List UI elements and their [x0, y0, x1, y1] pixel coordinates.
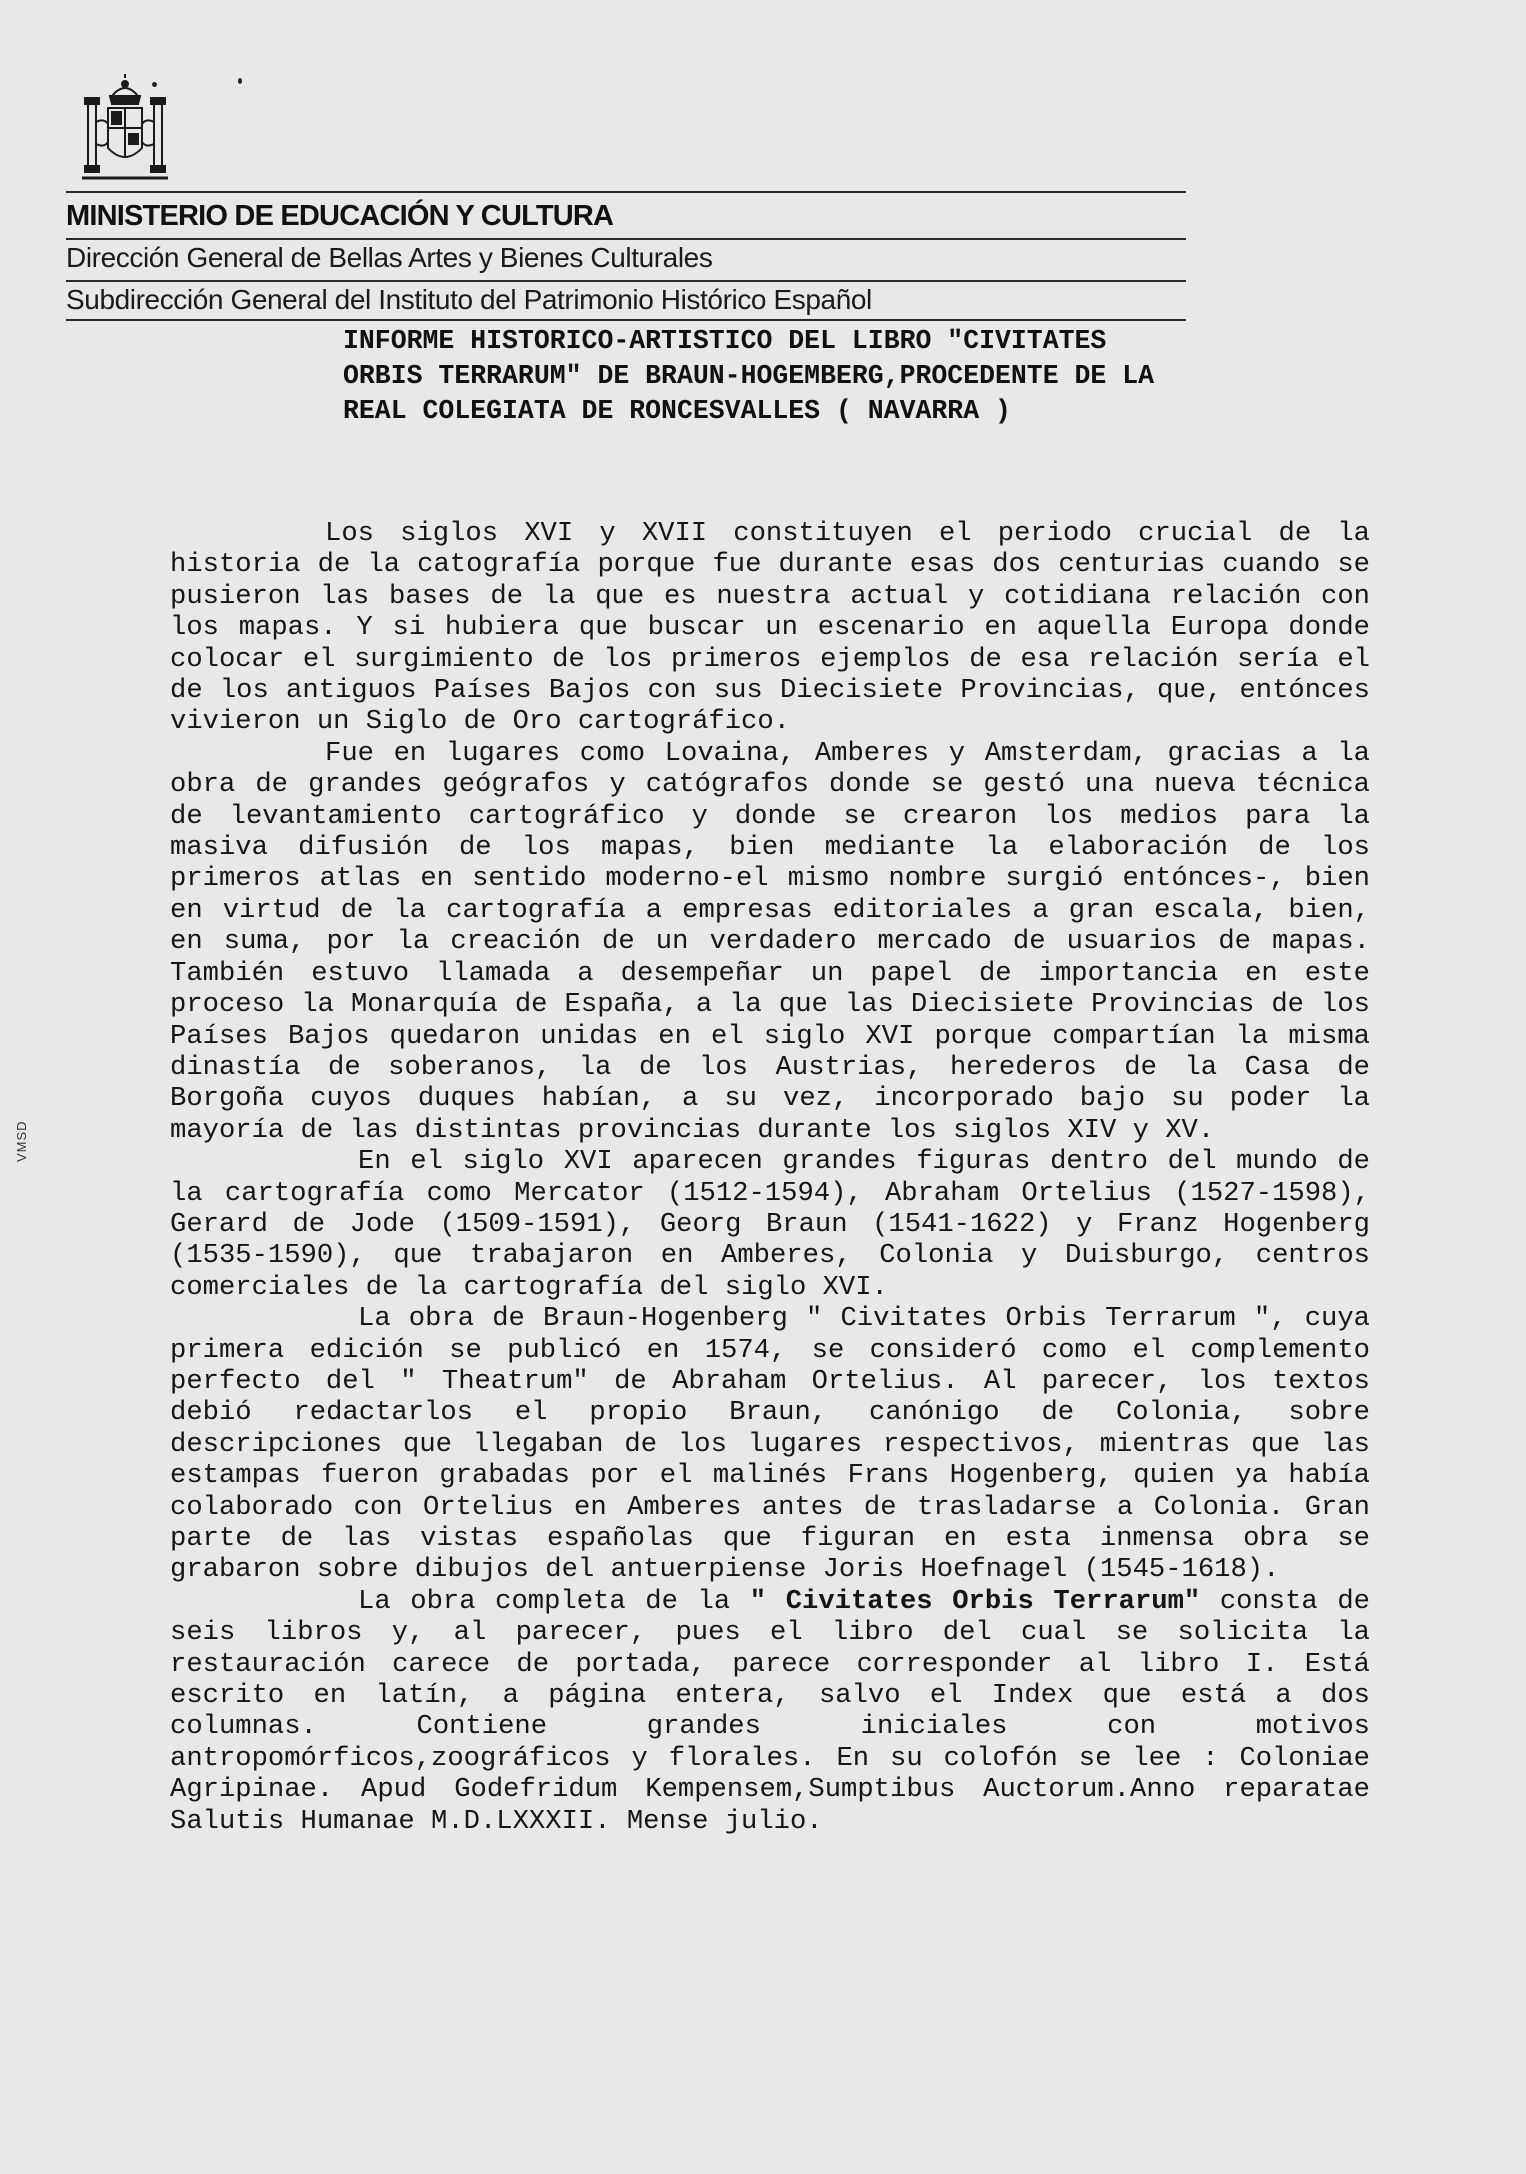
- general-direction: Dirección General de Bellas Artes y Bienes Culturales: [66, 242, 713, 273]
- title-line: INFORME HISTORICO-ARTISTICO DEL LIBRO "CIVITATES: [343, 326, 1107, 356]
- side-archive-mark: VMSD: [14, 1120, 29, 1162]
- subdirection: Subdirección General del Instituto del Patrimonio Histórico Español: [66, 284, 872, 315]
- scan-speck: [152, 82, 157, 87]
- paragraph: La obra de Braun-Hogenberg " Civitates Orbis Terrarum ", cuya primera edición se publicó en 1574, se consideró como el complemento perfecto del " Theatrum" de Abraham Ortelius. Al parecer, los textos debió redactarlos el propio Braun, canónigo de Colonia, sobre descripciones que llegaban de los lugares respectivos, mientras que las estampas fueron grabadas por el malinés Frans Hogenberg, quien ya había colaborado con Ortelius en Amberes antes de trasladarse a Colonia. Gran parte de las vistas españolas que figuran en esta inmensa obra se grabaron sobre dibujos del antuerpiense Joris Hoefnagel (1545-1618).: [170, 1303, 1370, 1586]
- report-body: [170, 518, 1370, 1837]
- book-title-emphasis: " Civitates Orbis Terrarum": [749, 1585, 1201, 1617]
- scan-speck: [238, 78, 242, 84]
- paragraph: Fue en lugares como Lovaina, Amberes y Amsterdam, gracias a la obra de grandes geógrafos y catógrafos donde se gestó una nueva técnica de levantamiento cartográfico y donde se crearon los medios para la masiva difusión de los mapas, bien mediante la elaboración de los primeros atlas en sentido moderno-el mismo nombre surgió entónces-, bien en virtud de la cartografía a empresas editoriales a gran escala, bien, en suma, por la creación de un verdadero mercado de usuarios de mapas. También estuvo llamada a desempeñar un papel de importancia en este proceso la Monarquía de España, a la que las Diecisiete Provincias de los Países Bajos quedaron unidas en el siglo XVI porque compartían la misma dinastía de soberanos, la de los Austrias, herederos de la Casa de Borgoña cuyos duques habían, a su vez, incorporado bajo su poder la mayoría de las distintas provincias durante los siglos XIV y XV.: [170, 737, 1370, 1146]
- paragraph: En el siglo XVI aparecen grandes figuras dentro del mundo de la cartografía como Mercator (1512-1594), Abraham Ortelius (1527-1598), Gerard de Jode (1509-1591), Georg Braun (1541-1622) y Franz Hogenberg (1535-1590), que trabajaron en Amberes, Colonia y Duisburgo, centros comerciales de la cartografía del siglo XVI.: [170, 1146, 1370, 1303]
- title-line: ORBIS TERRARUM" DE BRAUN-HOGEMBERG,PROCEDENTE DE LA: [343, 361, 1155, 391]
- coat-of-arms-icon: [82, 74, 168, 186]
- report-title: [343, 324, 1333, 429]
- title-line: REAL COLEGIATA DE RONCESVALLES ( NAVARRA ): [343, 396, 1011, 426]
- header-rule: [66, 191, 1186, 193]
- header-rule: [66, 238, 1186, 240]
- ministry-name: MINISTERIO DE EDUCACIÓN Y CULTURA: [66, 200, 614, 232]
- paragraph: Los siglos XVI y XVII constituyen el periodo crucial de la historia de la catografía porque fue durante esas dos centurias cuando se pusieron las bases de la que es nuestra actual y cotidiana relación con los mapas. Y si hubiera que buscar un escenario en aquella Europa donde colocar el surgimiento de los primeros ejemplos de esa relación sería el de los antiguos Países Bajos con sus Diecisiete Provincias, que, entónces vivieron un Siglo de Oro cartográfico.: [170, 518, 1370, 738]
- header-rule: [66, 280, 1186, 282]
- paragraph: La obra completa de la " Civitates Orbis Terrarum" consta de seis libros y, al parecer, pues el libro del cual se solicita la restauración carece de portada, parece corresponder al libro I. Está escrito en latín, a página entera, salvo el Index que está a dos columnas. Contiene grandes iniciales con motivos antropomórficos,zoográficos y florales. En su colofón se lee : Coloniae Agripinae. Apud Godefridum Kempensem,Sumptibus Auctorum.Anno reparatae Salutis Humanae M.D.LXXXII. Mense julio.: [170, 1585, 1371, 1837]
- header-rule: [66, 319, 1186, 321]
